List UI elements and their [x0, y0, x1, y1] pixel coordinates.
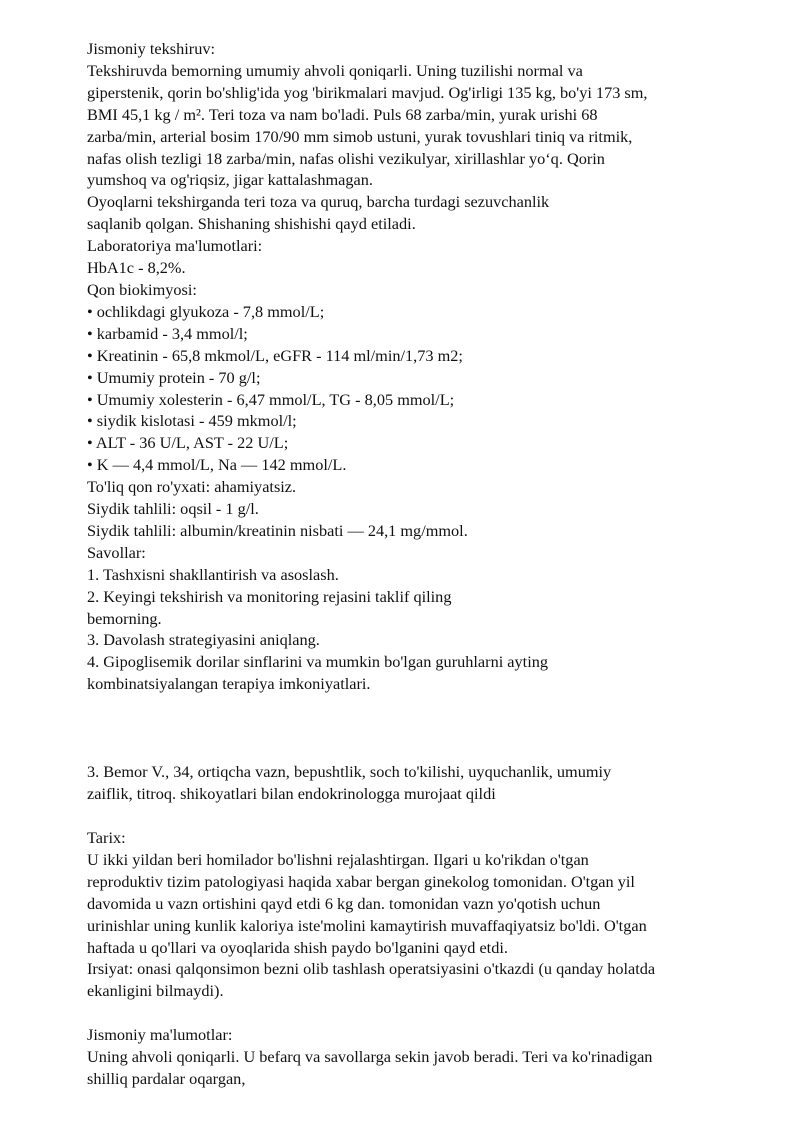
text-line: urinishlar uning kunlik kaloriya iste'molini kamaytirish muvaffaqiyatsiz bo'ldi. O'tgan: [87, 915, 647, 935]
list-item: • siydik kislotasi - 459 mkmol/l;: [87, 411, 297, 431]
questions-list: [87, 564, 767, 695]
spacer: [87, 695, 767, 761]
physical-heading: Jismoniy ma'lumotlar:: [87, 1025, 233, 1045]
text-line: davomida u vazn ortishini qayd etdi 6 kg dan. tomonidan vazn yo'qotish uchun: [87, 893, 601, 913]
list-item: 3. Davolash strategiyasini aniqlang.: [87, 630, 320, 650]
history-paragraph: [87, 849, 767, 1002]
text-line: BMI 45,1 kg / m². Teri toza va nam bo'ladi. Puls 68 zarba/min, yurak urishi 68: [87, 104, 598, 124]
text-line: Irsiyat: onasi qalqonsimon bezni olib tashlash operatsiyasini o'tkazdi (u qanday holatda: [87, 959, 656, 979]
text-line: Siydik tahlili: albumin/kreatinin nisbati — 24,1 mg/mmol.: [87, 520, 468, 540]
list-item: • Umumiy protein - 70 g/l;: [87, 367, 261, 387]
text-line: haftada u qo'llari va oyoqlarida shish paydo bo'lganini qayd etdi.: [87, 937, 508, 957]
other-labs: [87, 476, 767, 542]
text-line: Oyoqlarni tekshirganda teri toza va quruq, barcha turdagi sezuvchanlik: [87, 192, 550, 212]
questions-heading: Savollar:: [87, 542, 146, 562]
list-item: • ALT - 36 U/L, AST - 22 U/L;: [87, 433, 289, 453]
list-item: • Umumiy xolesterin - 6,47 mmol/L, TG - 8,05 mmol/L;: [87, 389, 455, 409]
text-line: reproduktiv tizim patologiyasi haqida xabar bergan ginekolog tomonidan. O'tgan yil: [87, 871, 635, 891]
list-item: bemorning.: [87, 608, 162, 628]
list-item: • ochlikdagi glyukoza - 7,8 mmol/L;: [87, 301, 325, 321]
list-item: kombinatsiyalangan terapiya imkoniyatlari.: [87, 674, 371, 694]
spacer: [87, 1002, 767, 1024]
list-item: • K — 4,4 mmol/L, Na — 142 mmol/L.: [87, 455, 347, 475]
list-item: 2. Keyingi tekshirish va monitoring rejasini taklif qiling: [87, 586, 452, 606]
list-item: 4. Gipoglisemik dorilar sinflarini va mumkin bo'lgan guruhlarni ayting: [87, 652, 548, 672]
case-intro: [87, 761, 767, 805]
text-line: shilliq pardalar oqargan,: [87, 1069, 246, 1089]
list-item: 1. Tashxisni shakllantirish va asoslash.: [87, 564, 339, 584]
text-line: ekanligini bilmaydi).: [87, 981, 224, 1001]
history-heading: Tarix:: [87, 828, 126, 847]
list-item: • karbamid - 3,4 mmol/l;: [87, 323, 248, 343]
exam-paragraph: [87, 60, 767, 235]
exam-heading: Jismoniy tekshiruv:: [87, 39, 215, 58]
text-line: zarba/min, arterial bosim 170/90 mm simob ustuni, yurak tovushlari tiniq va ritmik,: [87, 126, 633, 146]
document-page: [87, 38, 767, 1090]
text-line: Tekshiruvda bemorning umumiy ahvoli qoniqarli. Uning tuzilishi normal va: [87, 60, 583, 80]
text-line: U ikki yildan beri homilador bo'lishni rejalashtirgan. Ilgari u ko'rikdan o'tgan: [87, 849, 589, 869]
text-line: Uning ahvoli qoniqarli. U befarq va savollarga sekin javob beradi. Teri va ko'rinadigan: [87, 1047, 653, 1067]
list-item: • Kreatinin - 65,8 mkmol/L, eGFR - 114 ml/min/1,73 m2;: [87, 345, 463, 365]
physical-paragraph: [87, 1046, 767, 1090]
text-line: nafas olish tezligi 18 zarba/min, nafas olishi vezikulyar, xirillashlar yo‘q. Qorin: [87, 148, 605, 168]
text-line: yumshoq va og'riqsiz, jigar kattalashmagan.: [87, 170, 373, 190]
hba1c-value: HbA1c - 8,2%.: [87, 258, 186, 278]
text-line: To'liq qon ro'yxati: ahamiyatsiz.: [87, 477, 297, 497]
text-line: 3. Bemor V., 34, ortiqcha vazn, bepushtlik, soch to'kilishi, uyquchanlik, umumiy: [87, 762, 612, 782]
text-line: saqlanib qolgan. Shishaning shishishi qayd etiladi.: [87, 214, 416, 234]
text-line: Siydik tahlili: oqsil - 1 g/l.: [87, 499, 259, 519]
text-line: zaiflik, titroq. shikoyatlari bilan endokrinologga murojaat qildi: [87, 784, 496, 804]
biochem-list: [87, 301, 767, 476]
biochem-heading: Qon biokimyosi:: [87, 279, 197, 299]
lab-heading: Laboratoriya ma'lumotlari:: [87, 236, 263, 256]
text-line: giperstenik, qorin bo'shlig'ida yog 'birikmalari mavjud. Og'irligi 135 kg, bo'yi 173 sm,: [87, 82, 648, 102]
spacer: [87, 805, 767, 827]
